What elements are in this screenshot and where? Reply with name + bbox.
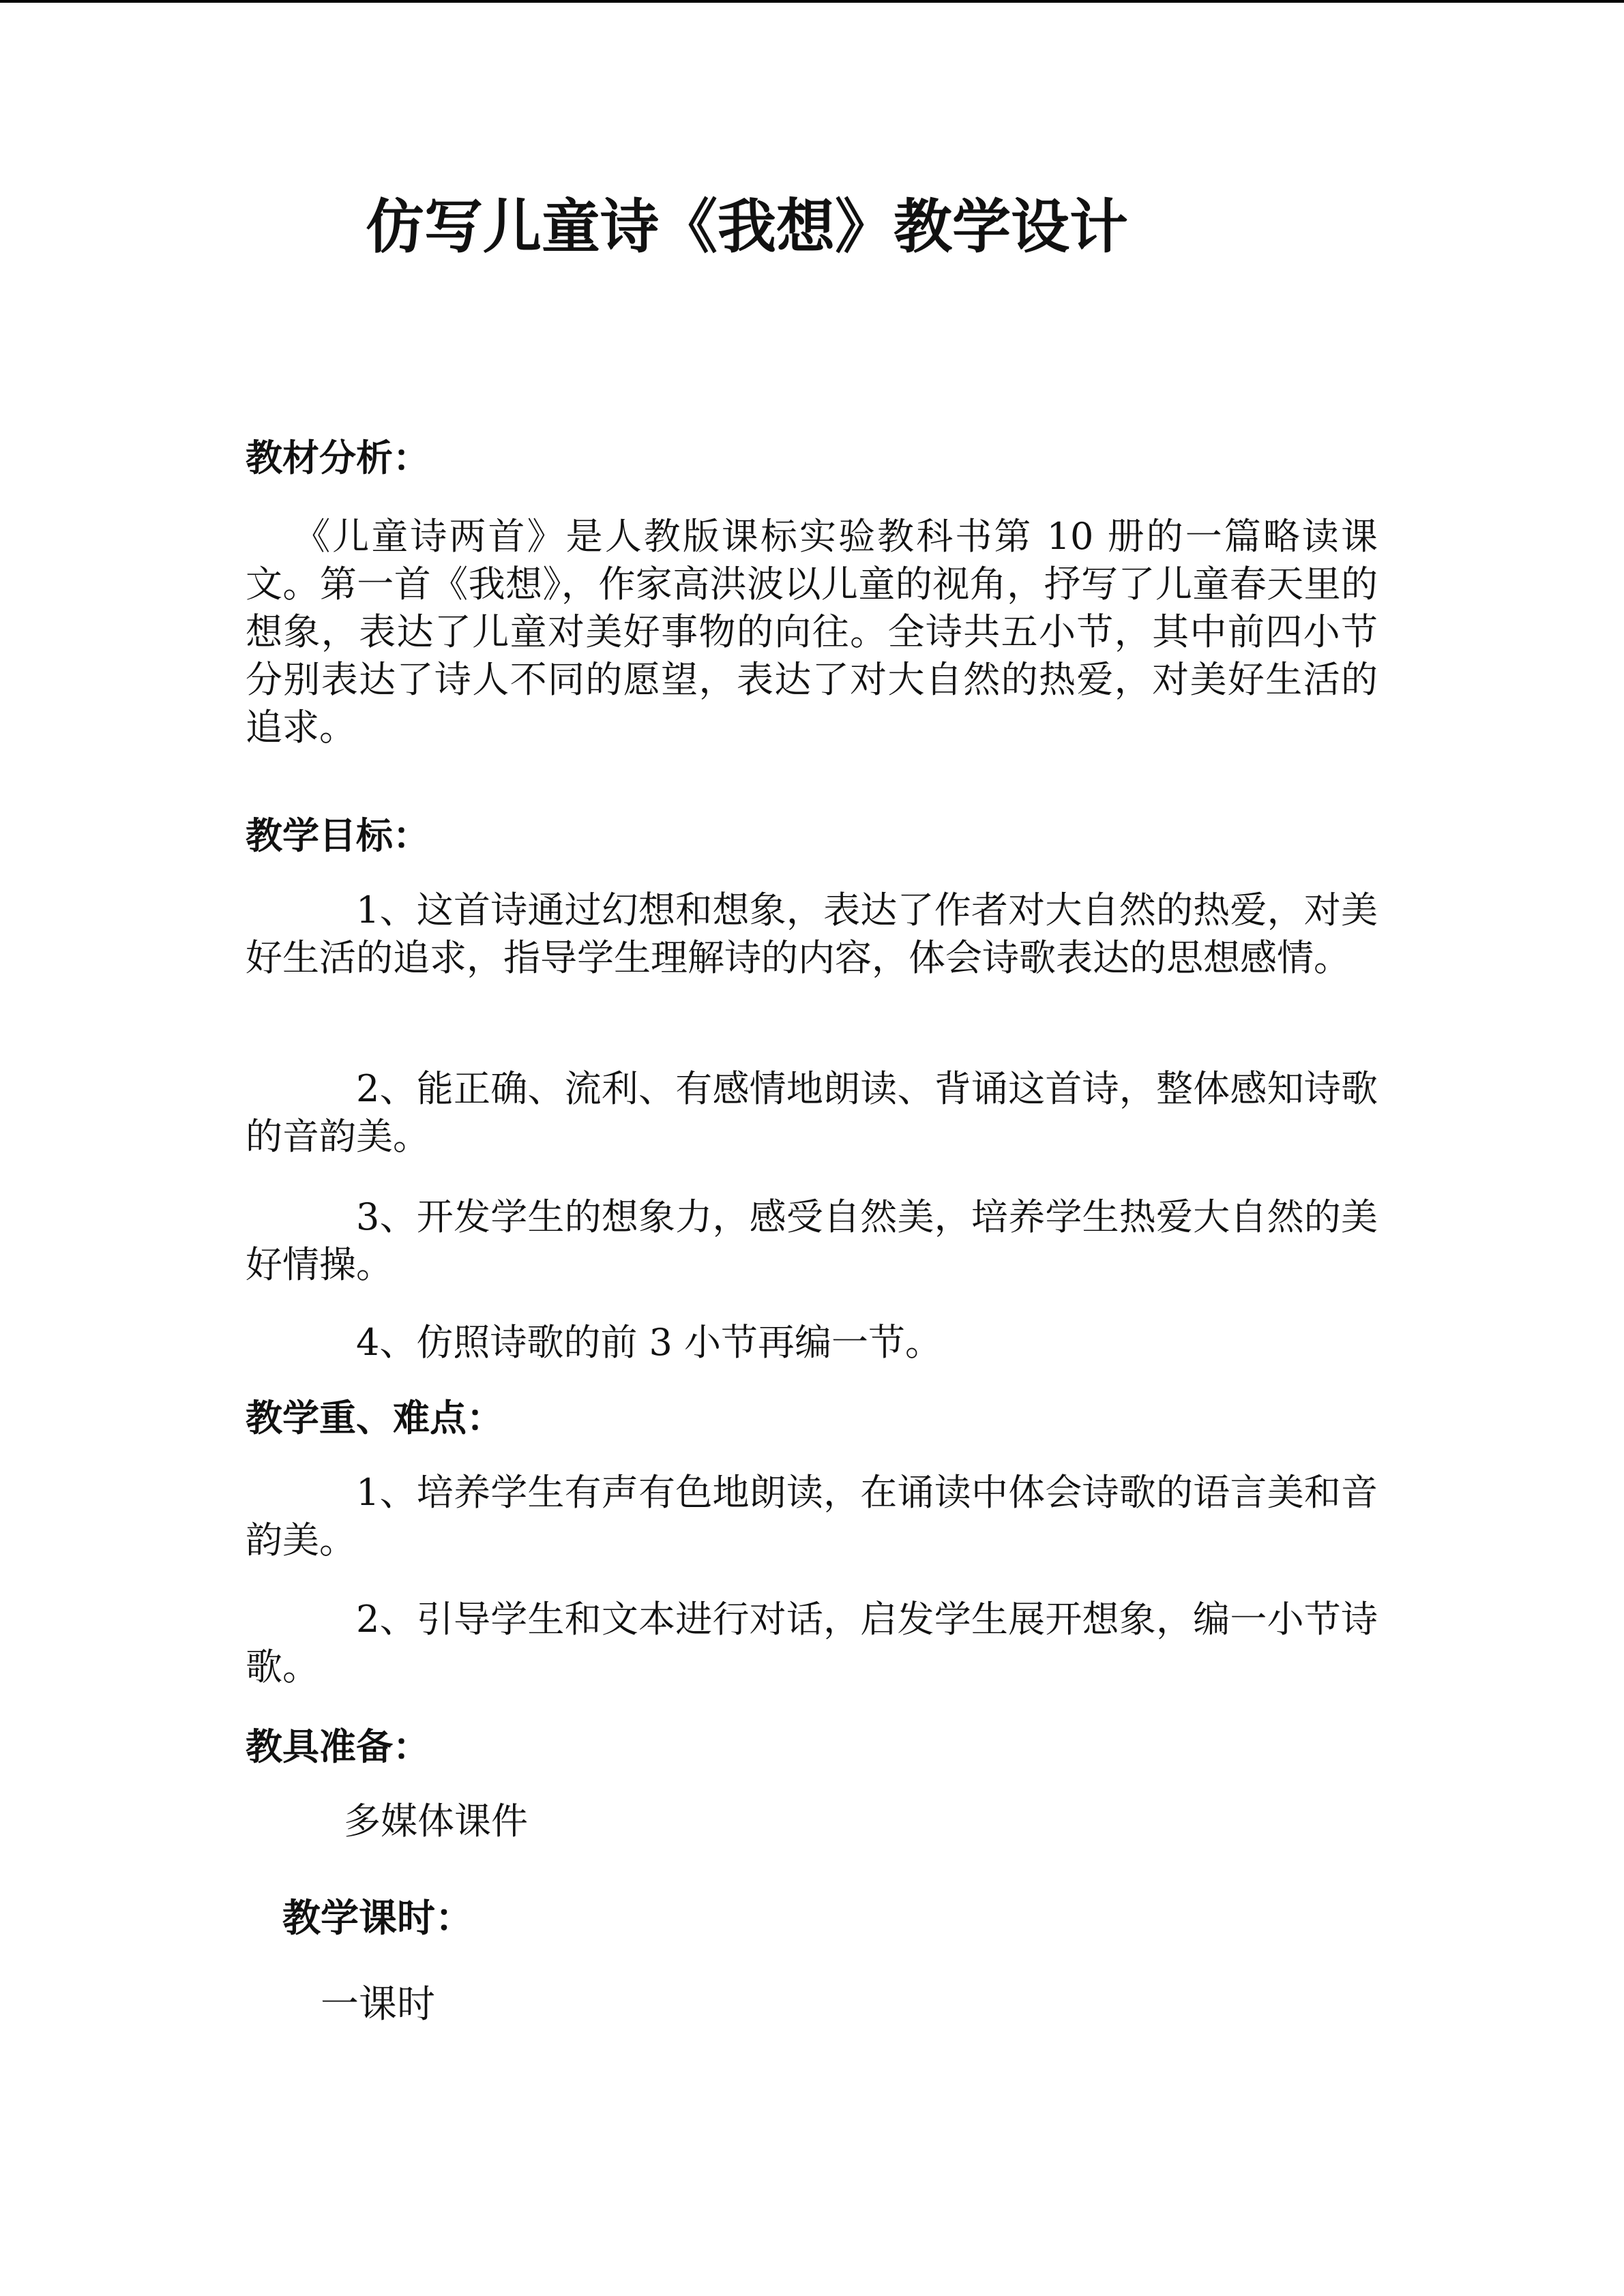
analysis-paragraph: 《儿童诗两首》是人教版课标实验教科书第 10 册的一篇略读课文。第一首《我想》，作家高洪波以儿童的视角，抒写了儿童春天里的想象，表达了儿童对美好事物的向往。全诗共五小节，其中前四小节分别表达了诗人不同的愿望，表达了对大自然的热爱，对美好生活的追求。 (246, 515, 1378, 749)
materials-text: 多媒体课件 (344, 1800, 528, 1843)
heading-goals: 教学目标： (246, 814, 430, 857)
heading-analysis: 教材分析： (246, 436, 430, 479)
heading-key-points: 教学重、难点： (246, 1397, 503, 1440)
heading-duration: 教学课时： (282, 1896, 473, 1941)
goal-item-2: 2、能正确、流利、有感情地朗读、背诵这首诗，整体感知诗歌的音韵美。 (246, 1067, 1378, 1158)
document-title: 仿写儿童诗《我想》教学设计 (366, 193, 1128, 261)
goal-item-1: 1、这首诗通过幻想和想象，表达了作者对大自然的热爱，对美好生活的追求，指导学生理解诗的内容，体会诗歌表达的思想感情。 (246, 889, 1378, 979)
goal-item-4: 4、仿照诗歌的前 3 小节再编一节。 (356, 1321, 943, 1364)
key-point-item-1: 1、培养学生有声有色地朗读，在诵读中体会诗歌的语言美和音韵美。 (246, 1471, 1378, 1562)
duration-text: 一课时 (321, 1982, 435, 2027)
heading-materials: 教具准备： (246, 1725, 430, 1768)
key-point-item-2: 2、引导学生和文本进行对话，启发学生展开想象，编一小节诗歌。 (246, 1598, 1378, 1688)
goal-item-3: 3、开发学生的想象力，感受自然美，培养学生热爱大自然的美好情操。 (246, 1195, 1378, 1286)
